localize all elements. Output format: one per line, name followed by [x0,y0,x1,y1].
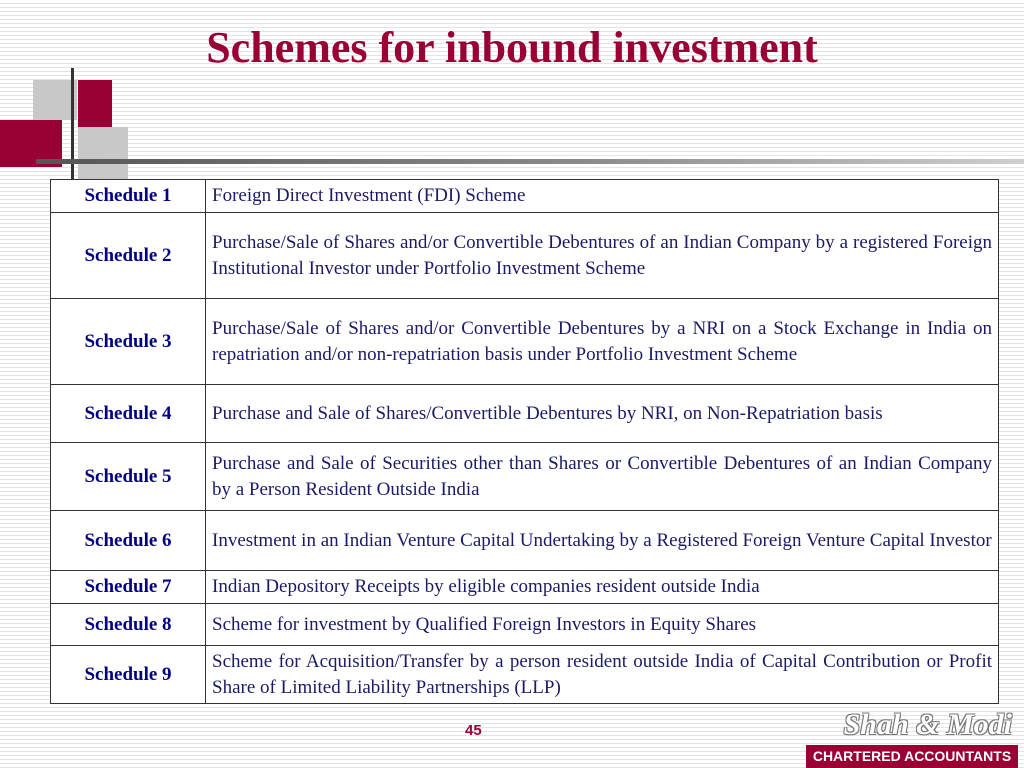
schedule-label: Schedule 7 [51,571,206,604]
schedules-table [50,179,999,704]
table-row [51,571,999,604]
schedule-description: Indian Depository Receipts by eligible companies resident outside India [206,571,999,604]
table-row [51,213,999,299]
schedule-description: Purchase/Sale of Shares and/or Convertible Debentures by a NRI on a Stock Exchange in India on repatriation and/or non-repatriation basis under Portfolio Investment Scheme [206,299,999,385]
schedule-label: Schedule 4 [51,385,206,443]
schedule-description: Purchase and Sale of Securities other than Shares or Convertible Debentures of an Indian Company by a Person Resident Outside India [206,443,999,511]
slide-title: Schemes for inbound investment [206,23,818,72]
schedule-description: Scheme for investment by Qualified Foreign Investors in Equity Shares [206,604,999,646]
decorative-red-square [78,80,112,127]
decorative-gray-square [78,127,128,179]
table-row [51,299,999,385]
schedule-description: Scheme for Acquisition/Transfer by a person resident outside India of Capital Contribution or Profit Share of Limited Liability Partnerships (LLP) [206,646,999,704]
schedule-description: Investment in an Indian Venture Capital Undertaking by a Registered Foreign Venture Capital Investor [206,511,999,571]
schedule-label: Schedule 3 [51,299,206,385]
firm-logo-tagline: CHARTERED ACCOUNTANTS [806,745,1018,768]
schedule-description: Foreign Direct Investment (FDI) Scheme [206,180,999,213]
table-row [51,180,999,213]
schedule-label: Schedule 9 [51,646,206,704]
schedule-description: Purchase and Sale of Shares/Convertible Debentures by NRI, on Non-Repatriation basis [206,385,999,443]
table-row [51,385,999,443]
table-row [51,646,999,704]
decorative-vertical-line [71,68,74,190]
page-number: 45 [465,722,482,739]
table-row [51,604,999,646]
firm-logo-name: Shah & Modi [843,708,1012,741]
schedule-label: Schedule 5 [51,443,206,511]
schedule-label: Schedule 1 [51,180,206,213]
decorative-divider-line [36,159,1024,164]
schedule-label: Schedule 8 [51,604,206,646]
schedule-label: Schedule 6 [51,511,206,571]
table-row [51,511,999,571]
table-row [51,443,999,511]
schedule-label: Schedule 2 [51,213,206,299]
schedule-description: Purchase/Sale of Shares and/or Convertible Debentures of an Indian Company by a registered Foreign Institutional Investor under Portfolio Investment Scheme [206,213,999,299]
